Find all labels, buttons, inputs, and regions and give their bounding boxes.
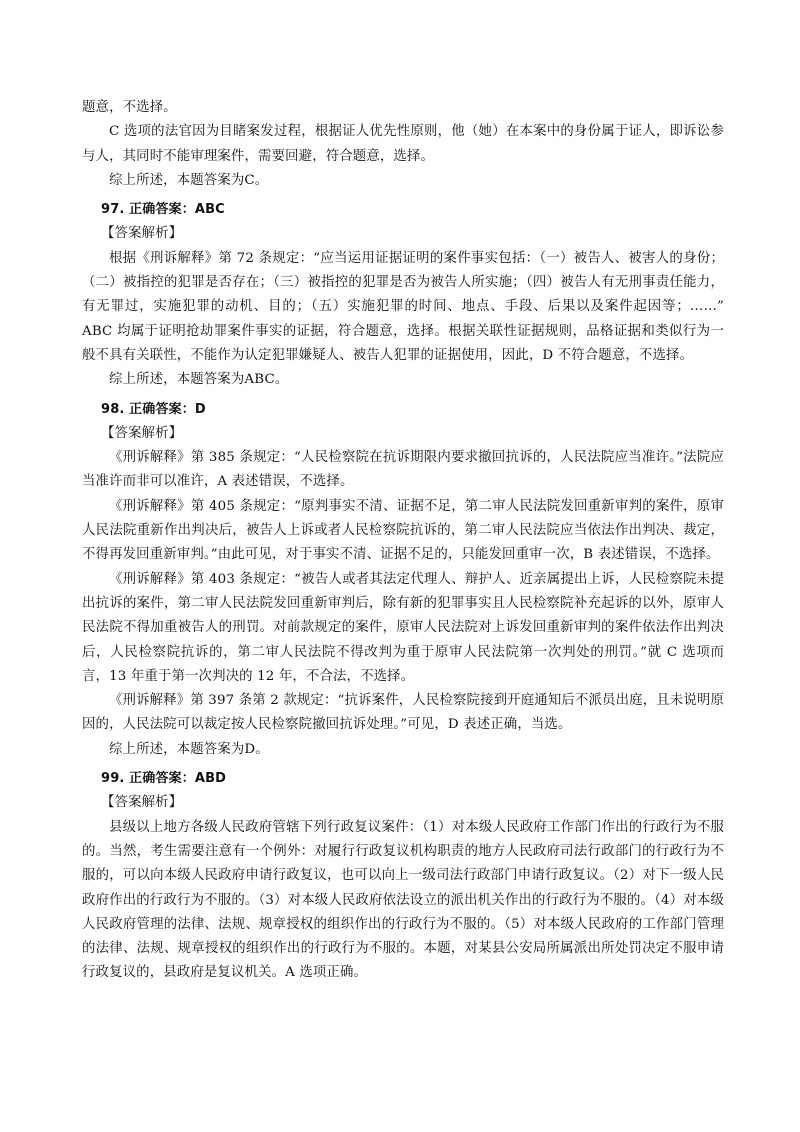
intro-section — [82, 96, 724, 193]
q97-paragraph-1: 根据《刑诉解释》第 72 条规定：“应当运用证据证明的案件事实包括：（一）被告人、被害人的身份；（二）被指控的犯罪是否存在；（三）被指控的犯罪是否为被告人所实施；（四）被告人有无刑事责任能力，有无罪过，实施犯罪的动机、目的；（五）实施犯罪的时间、地点、手段、后果以及案件起因等；……” ABC 均属于证明抢劫罪案件事实的证据，符合题意，选择。根据关联性证据规则，品格证据和类似行为一般不具有关联性，不能作为认定犯罪嫌疑人、被告人犯罪的证据使用，因此，D 不符合题意，不选择。 — [82, 250, 724, 363]
q98-heading: 98. 正确答案：D — [101, 401, 206, 417]
q98-paragraph-3: 《刑诉解释》第 403 条规定：“被告人或者其法定代理人、辩护人、近亲属提出上诉，人民检察院未提出抗诉的案件，第二审人民法院发回重新审判后，除有新的犯罪事实且人民检察院补充起诉的以外，原审人民法院不得加重被告人的刑罚。对前款规定的案件，原审人民法院对上诉发回重新审判的案件依法作出判决后，人民检察院抗诉的，第二审人民法院不得改判为重于原审人民法院第一次判处的刑罚。”就 C 选项而言，13 年重于第一次判决的 12 年，不合法，不选择。 — [82, 571, 724, 684]
q99-analysis-label: 【答案解析】 — [101, 795, 183, 811]
q98-paragraph-2: 《刑诉解释》第 405 条规定：“原判事实不清、证据不足，第二审人民法院发回重新审判的案件，原审人民法院重新作出判决后，被告人上诉或者人民检察院抗诉的，第二审人民法院应当依法作出判决、裁定，不得再发回重新审判。”由此可见，对于事实不清、证据不足的，只能发回重审一次，B 表述错误，不选择。 — [82, 498, 724, 563]
intro-line: 题意，不选择。 — [82, 100, 177, 115]
q98-paragraph-4: 《刑诉解释》第 397 条第 2 款规定：“抗诉案件，人民检察院接到开庭通知后不派员出庭，且未说明原因的，人民法院可以裁定按人民检察院撤回抗诉处理。”可见，D 表述正确，当选。 — [82, 693, 724, 733]
question-98-section — [82, 398, 724, 762]
q97-heading: 97. 正确答案：ABC — [101, 202, 225, 218]
document-page — [82, 96, 724, 986]
q99-paragraph-1: 县级以上地方各级人民政府管辖下列行政复议案件：（1）对本级人民政府工作部门作出的行政行为不服的。当然，考生需要注意有一个例外：对履行行政复议机构职责的地方人民政府司法行政部门的行政行为不服的，可以向本级人民政府申请行政复议，也可以向上一级司法行政部门申请行政复议。（2）对下一级人民政府作出的行政行为不服的。（3）对本级人民政府依法设立的派出机关作出的行政行为不服的。（4）对本级人民政府管理的法律、法规、规章授权的组织作出的行政行为不服的。（5）对本级人民政府的工作部门管理的法律、法规、规章授权的组织作出的行政行为不服的。本题，对某县公安局所属派出所处罚决定不服申请行政复议的，县政府是复议机关。A 选项正确。 — [82, 819, 724, 981]
question-97-section — [82, 198, 724, 392]
q97-analysis-label: 【答案解析】 — [101, 226, 183, 242]
intro-paragraph-c: C 选项的法官因为目睹案发过程，根据证人优先性原则，他（她）在本案中的身份属于证人，即诉讼参与人，其同时不能审理案件，需要回避，符合题意，选择。 — [82, 124, 724, 164]
question-99-section — [82, 767, 724, 986]
intro-summary: 综上所述，本题答案为C。 — [109, 172, 269, 188]
q98-summary: 综上所述，本题答案为D。 — [109, 741, 269, 757]
q98-paragraph-1: 《刑诉解释》第 385 条规定：“人民检察院在抗诉期限内要求撤回抗诉的，人民法院应当准许。”法院应当准许而非可以准许，A 表述错误，不选择。 — [82, 450, 724, 490]
q98-analysis-label: 【答案解析】 — [101, 425, 183, 441]
q97-summary: 综上所述，本题答案为ABC。 — [109, 372, 289, 388]
q99-heading: 99. 正确答案：ABD — [101, 771, 227, 787]
